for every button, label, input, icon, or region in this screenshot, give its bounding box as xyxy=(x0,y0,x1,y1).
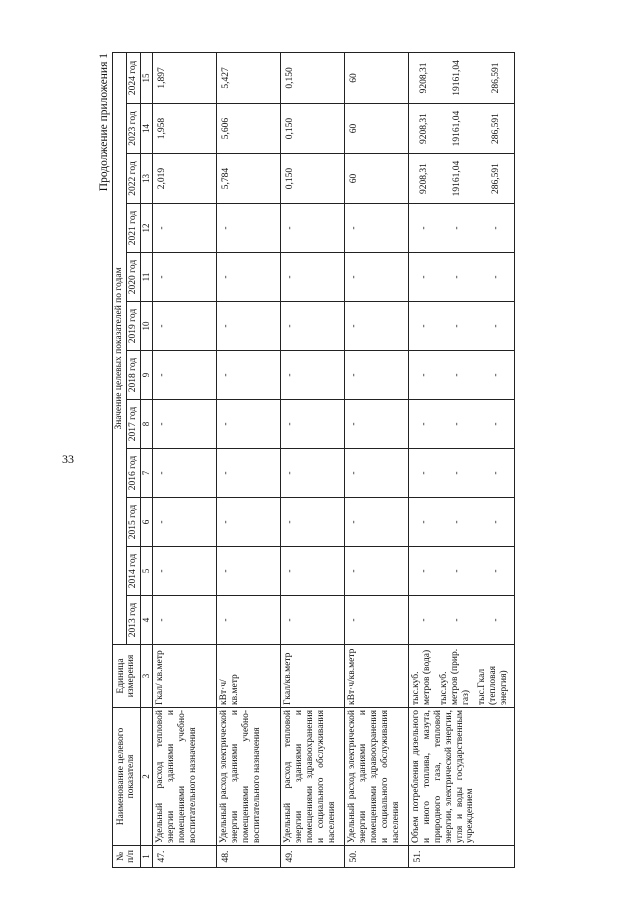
value-cell: - xyxy=(152,400,216,449)
value-cell: - xyxy=(280,302,344,351)
value-cell: 60 xyxy=(344,154,408,204)
value-cell: - xyxy=(280,204,344,253)
header-row-group xyxy=(113,52,127,867)
header-year-3: 2016 год xyxy=(126,449,140,498)
value-cell: 60 xyxy=(344,104,408,154)
rotated-page xyxy=(97,53,547,868)
value-subrow: - xyxy=(418,275,429,279)
value-cell: - xyxy=(344,351,408,400)
row-number: 49. xyxy=(280,846,344,868)
page-number: 33 xyxy=(62,452,74,466)
value-cell xyxy=(408,449,514,498)
value-cell xyxy=(408,204,514,253)
header-year-9: 2022 год xyxy=(126,154,140,204)
value-cell: - xyxy=(344,547,408,596)
table-row xyxy=(408,52,514,867)
value-cell: 0,150 xyxy=(280,104,344,154)
indicator-name: Удельный расход тепловой энергии зданиями и помещениями здравоохранения и социального обслуживания населения xyxy=(280,708,344,846)
value-cell: - xyxy=(216,498,280,547)
value-subrow: - xyxy=(418,618,429,622)
value-subrow: - xyxy=(418,373,429,377)
value-subrow: - xyxy=(418,520,429,524)
value-cell: - xyxy=(280,547,344,596)
value-cell: 0,150 xyxy=(280,52,344,103)
value-subrow: - xyxy=(451,226,462,230)
header-year-8: 2021 год xyxy=(126,204,140,253)
column-number-6: 7 xyxy=(140,449,152,498)
column-numbers-row xyxy=(140,52,152,867)
value-cell: - xyxy=(152,498,216,547)
value-subrow: - xyxy=(418,422,429,426)
value-cell xyxy=(408,52,514,103)
column-number-8: 9 xyxy=(140,351,152,400)
table-row xyxy=(280,52,344,867)
value-subrow: 9208,31 xyxy=(418,62,429,94)
value-subrow: - xyxy=(490,520,501,524)
value-cell: - xyxy=(344,204,408,253)
unit-subrow: тыс.куб. метров (прир. газ) xyxy=(438,648,471,705)
value-cell: - xyxy=(216,204,280,253)
value-subrow: 9208,31 xyxy=(418,163,429,194)
value-cell: - xyxy=(152,449,216,498)
value-cell: - xyxy=(280,351,344,400)
value-cell xyxy=(408,154,514,204)
column-number-7: 8 xyxy=(140,400,152,449)
unit-subrow: тыс.Гкал (тепловая энергия) xyxy=(477,665,510,705)
value-cell: - xyxy=(280,253,344,302)
column-number-14: 15 xyxy=(140,52,152,103)
value-cell: - xyxy=(344,449,408,498)
unit-cell: кВт·ч/ кв.метр xyxy=(216,645,280,708)
header-year-0: 2013 год xyxy=(126,596,140,645)
value-cell: - xyxy=(152,351,216,400)
value-cell: - xyxy=(216,253,280,302)
value-cell: - xyxy=(216,302,280,351)
value-cell: 0,150 xyxy=(280,154,344,204)
header-unit: Единица измерения xyxy=(113,645,141,708)
value-subrow: - xyxy=(418,569,429,573)
value-subrow: - xyxy=(451,422,462,426)
column-number-4: 5 xyxy=(140,547,152,596)
value-cell: - xyxy=(152,302,216,351)
column-number-13: 14 xyxy=(140,104,152,154)
table-body xyxy=(152,52,514,867)
value-cell: - xyxy=(152,204,216,253)
column-number-5: 6 xyxy=(140,498,152,547)
value-cell: 1,897 xyxy=(152,52,216,103)
row-number: 50. xyxy=(344,846,408,868)
value-cell: - xyxy=(344,302,408,351)
value-cell: - xyxy=(216,449,280,498)
value-cell: 5,427 xyxy=(216,52,280,103)
value-subrow: - xyxy=(490,226,501,230)
value-cell: 5,606 xyxy=(216,104,280,154)
value-subrow: - xyxy=(490,275,501,279)
value-cell: - xyxy=(280,498,344,547)
value-cell xyxy=(408,400,514,449)
value-cell xyxy=(408,351,514,400)
unit-cell: Гкал/ кв.метр xyxy=(152,645,216,708)
value-subrow: - xyxy=(490,569,501,573)
column-number-0: 1 xyxy=(140,846,152,868)
value-cell xyxy=(408,596,514,645)
value-cell xyxy=(408,302,514,351)
column-number-10: 11 xyxy=(140,253,152,302)
header-year-5: 2018 год xyxy=(126,351,140,400)
value-cell xyxy=(408,547,514,596)
value-subrow: 19161,04 xyxy=(451,110,462,147)
value-cell: - xyxy=(152,596,216,645)
unit-cell xyxy=(408,645,514,708)
value-subrow: - xyxy=(451,569,462,573)
value-cell xyxy=(408,104,514,154)
value-cell: - xyxy=(216,547,280,596)
value-cell: - xyxy=(344,253,408,302)
header-year-7: 2020 год xyxy=(126,253,140,302)
value-subrow: - xyxy=(451,520,462,524)
indicator-name: Удельный расход электрической энергии зданиями и помещениями здравоохранения и социального обслуживания населения xyxy=(344,708,408,846)
value-cell: - xyxy=(280,400,344,449)
column-number-12: 13 xyxy=(140,154,152,204)
value-cell: - xyxy=(280,596,344,645)
value-subrow: - xyxy=(451,324,462,328)
table-row xyxy=(344,52,408,867)
header-year-6: 2019 год xyxy=(126,302,140,351)
header-name: Наименование целевого показателя xyxy=(113,708,141,846)
value-subrow: 19161,04 xyxy=(451,60,462,96)
header-year-1: 2014 год xyxy=(126,547,140,596)
indicator-name: Удельный расход тепловой энергии зданиями и помещениями учебно-воспитательного назначения xyxy=(152,708,216,846)
value-subrow: - xyxy=(418,324,429,328)
column-number-9: 10 xyxy=(140,302,152,351)
table-row xyxy=(152,52,216,867)
value-cell: - xyxy=(344,498,408,547)
table-row xyxy=(216,52,280,867)
unit-cell: Гкал/кв.метр xyxy=(280,645,344,708)
value-subrow: - xyxy=(451,275,462,279)
value-cell: - xyxy=(344,596,408,645)
value-subrow: - xyxy=(418,471,429,475)
value-cell: 5,784 xyxy=(216,154,280,204)
value-cell: 2,019 xyxy=(152,154,216,204)
value-subrow: - xyxy=(490,471,501,475)
value-cell: - xyxy=(152,547,216,596)
row-number: 47. xyxy=(152,846,216,868)
value-cell: - xyxy=(216,351,280,400)
value-cell: - xyxy=(216,596,280,645)
row-number: 51. xyxy=(408,846,514,868)
value-subrow: 286,591 xyxy=(490,163,501,194)
row-number: 48. xyxy=(216,846,280,868)
value-cell: 60 xyxy=(344,52,408,103)
value-subrow: - xyxy=(418,226,429,230)
value-cell xyxy=(408,253,514,302)
header-year-10: 2023 год xyxy=(126,104,140,154)
value-subrow: - xyxy=(490,373,501,377)
value-subrow: - xyxy=(451,373,462,377)
value-cell: 1,958 xyxy=(152,104,216,154)
value-subrow: - xyxy=(490,618,501,622)
column-number-3: 4 xyxy=(140,596,152,645)
value-subrow: 286,591 xyxy=(490,62,501,94)
column-number-11: 12 xyxy=(140,204,152,253)
column-number-1: 2 xyxy=(140,708,152,846)
indicator-name: Удельный расход электрической энергии зданиями и помещениями учебно-воспитательного назначения xyxy=(216,708,280,846)
value-cell: - xyxy=(344,400,408,449)
indicator-name: Объем потребления дизельного и иного топлива, мазута, природного газа, тепловой энергии, электрической энергии, угля и воды государственным учреждением xyxy=(408,708,514,846)
header-num: № п/п xyxy=(113,846,141,868)
header-year-2: 2015 год xyxy=(126,498,140,547)
value-subrow: 19161,04 xyxy=(451,160,462,197)
unit-subrow: тыс.куб. метров (вода) xyxy=(410,649,432,705)
indicators-table xyxy=(112,52,515,868)
column-number-2: 3 xyxy=(140,645,152,708)
header-year-4: 2017 год xyxy=(126,400,140,449)
value-cell: - xyxy=(280,449,344,498)
value-cell: - xyxy=(152,253,216,302)
value-subrow: - xyxy=(490,422,501,426)
header-years-group: Значение целевых показателей по годам xyxy=(113,52,127,644)
value-subrow: - xyxy=(490,324,501,328)
header-year-11: 2024 год xyxy=(126,52,140,103)
table-caption: Продолжение приложения 1 xyxy=(98,53,110,192)
value-cell xyxy=(408,498,514,547)
value-cell: - xyxy=(216,400,280,449)
value-subrow: - xyxy=(451,618,462,622)
value-subrow: - xyxy=(451,471,462,475)
value-subrow: 9208,31 xyxy=(418,113,429,144)
value-subrow: 286,591 xyxy=(490,113,501,144)
unit-cell: кВт·ч/кв.метр xyxy=(344,645,408,708)
